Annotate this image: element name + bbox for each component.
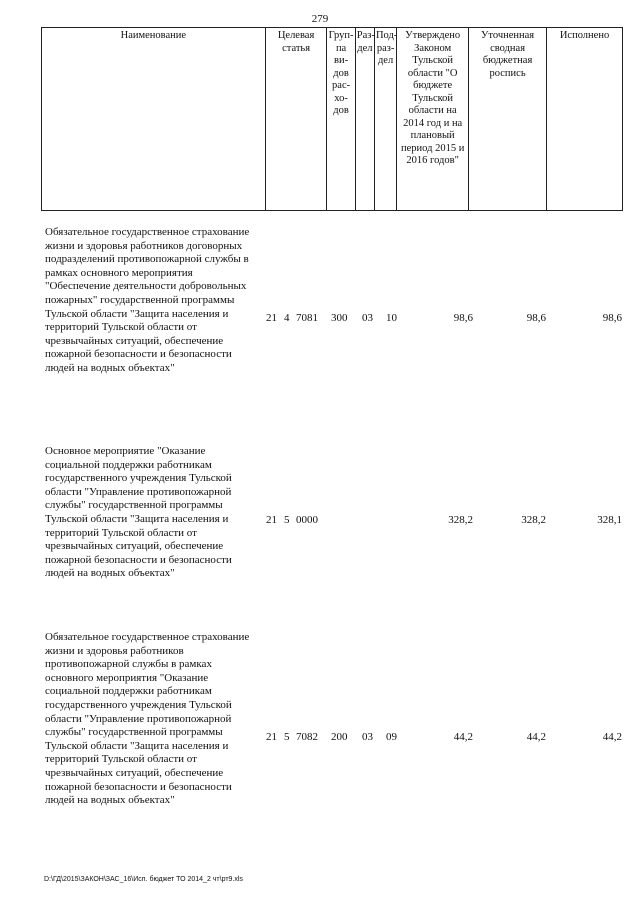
row-cs2: 5 bbox=[284, 731, 290, 743]
row-approved: 44,2 bbox=[453, 731, 473, 743]
row-refined: 328,2 bbox=[521, 514, 546, 526]
header-subsection: Под-раз-дел bbox=[374, 28, 396, 211]
header-refined: Уточненная сводная бюджетная роспись bbox=[469, 28, 547, 211]
row-group: 300 bbox=[331, 312, 348, 324]
page-number: 279 bbox=[311, 13, 329, 25]
header-expense-group: Груп-па ви-дов рас-хо-дов bbox=[327, 28, 355, 211]
row-cs3: 7082 bbox=[296, 731, 318, 743]
row-executed: 98,6 bbox=[602, 312, 622, 324]
row-cs1: 21 bbox=[266, 514, 277, 526]
row-cs1: 21 bbox=[266, 731, 277, 743]
header-section: Раз-дел bbox=[355, 28, 374, 211]
row-section: 03 bbox=[362, 731, 373, 743]
header-name: Наименование bbox=[42, 28, 266, 211]
row-approved: 98,6 bbox=[453, 312, 473, 324]
row-refined: 44,2 bbox=[526, 731, 546, 743]
row-cs3: 0000 bbox=[296, 514, 318, 526]
row-cs3: 7081 bbox=[296, 312, 318, 324]
row-subsection: 10 bbox=[386, 312, 397, 324]
row-cs2: 5 bbox=[284, 514, 290, 526]
table-header bbox=[41, 27, 623, 211]
header-executed: Исполнено bbox=[547, 28, 623, 211]
row-executed: 328,1 bbox=[597, 514, 622, 526]
row-name: Обязательное государственное страхование жизни и здоровья работников противопожарной службы в рамках основного мероприятия "Оказание социальной поддержки работникам государственного учреждения Тульской области "Управление противопожарной службы" государственной программы Тульской области "Защита населения и территорий Тульской области от чрезвычайных ситуаций, обеспечение пожарной безопасности и безопасности людей на водных объектах" bbox=[45, 631, 250, 807]
row-approved: 328,2 bbox=[448, 514, 473, 526]
footer-file-path: D:\ГД\2015\ЗАКОН\ЗАС_16\Исп. бюджет ТО 2014_2 чт\рт9.xls bbox=[44, 876, 243, 883]
row-section: 03 bbox=[362, 312, 373, 324]
row-name: Обязательное государственное страхование жизни и здоровья работников договорных подразделений противопожарной службы в рамках основного мероприятия "Обеспечение деятельности добровольных пожарных" государственной программы Тульской области "Защита населения и территорий Тульской области от чрезвычайных ситуаций, обеспечение пожарной безопасности и безопасности людей на водных объектах" bbox=[45, 226, 250, 374]
row-refined: 98,6 bbox=[526, 312, 546, 324]
header-target-article: Целевая статья bbox=[265, 28, 327, 211]
row-group: 200 bbox=[331, 731, 348, 743]
row-cs1: 21 bbox=[266, 312, 277, 324]
row-cs2: 4 bbox=[284, 312, 290, 324]
row-executed: 44,2 bbox=[602, 731, 622, 743]
row-subsection: 09 bbox=[386, 731, 397, 743]
row-name: Основное мероприятие "Оказание социальной поддержки работникам государственного учреждения Тульской области "Управление противопожарной службы" государственной программы Тульской области "Защита населения и территорий Тульской области от чрезвычайных ситуаций, обеспечение пожарной безопасности и безопасности людей на водных объектах" bbox=[45, 445, 232, 580]
header-approved: Утверждено Законом Тульской области "О бюджете Тульской области на 2014 год и на плановый период 2015 и 2016 годов" bbox=[397, 28, 469, 211]
